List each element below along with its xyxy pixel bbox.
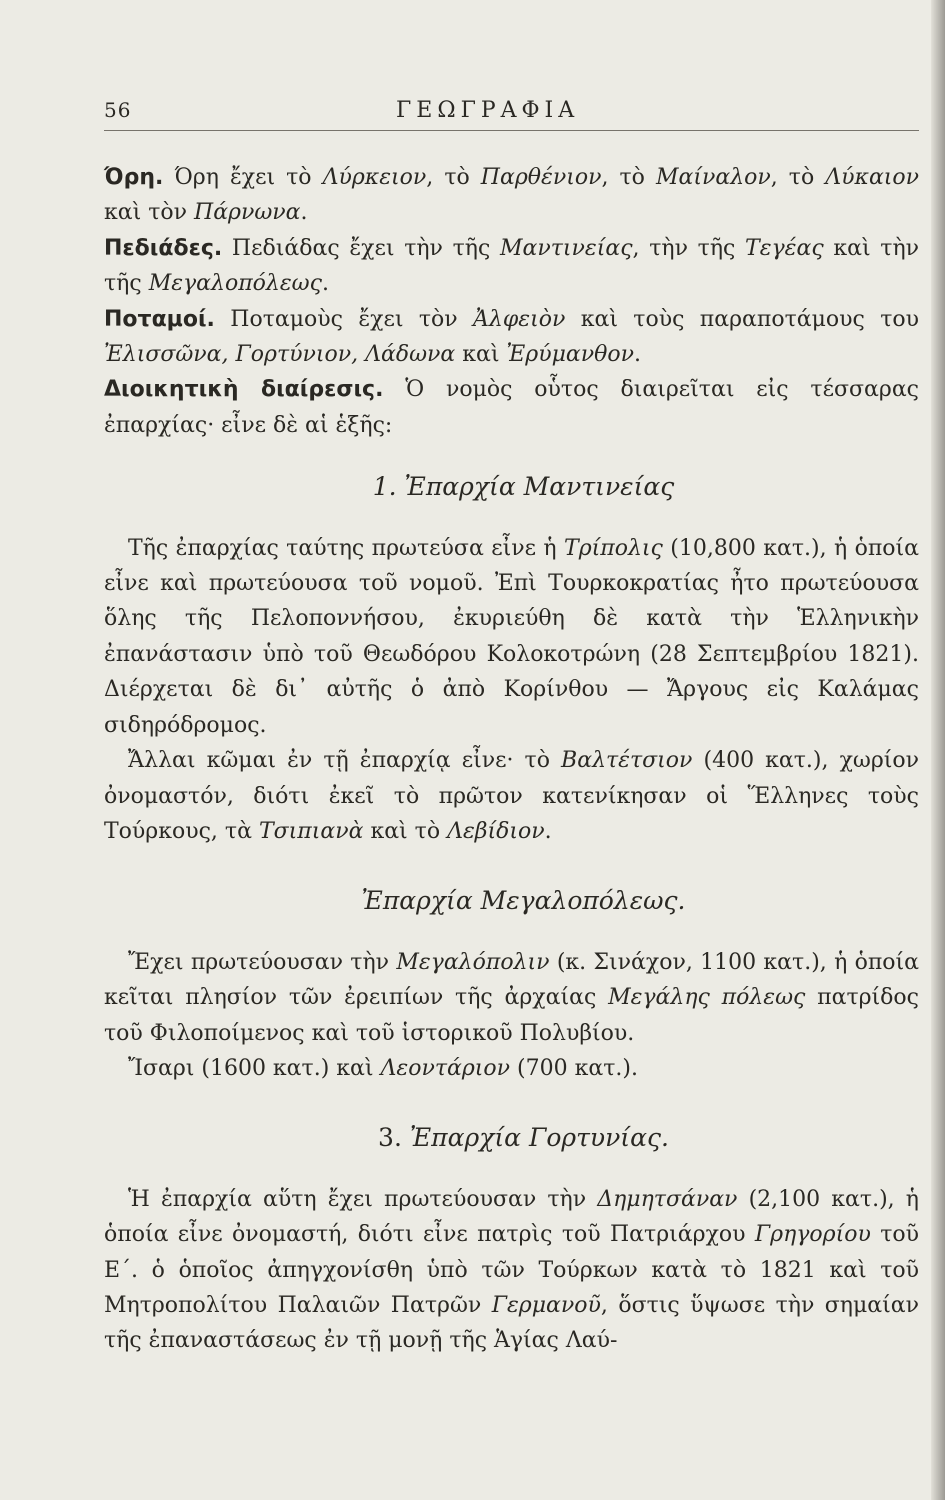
section-number: 3. (378, 1123, 402, 1153)
text-span: (κ. Σινάχον, 1100 κατ.), ἡ ὁποία κεῖται πλησίον τῶν ἐρειπίων τῆς ἀρχαίας (104, 949, 920, 1011)
person-name: Γερμανοῦ (491, 1292, 601, 1318)
place-name: Λύκαιον (825, 165, 920, 190)
text-span: . (633, 342, 641, 368)
text-span: Τῆς ἐπαρχίας ταύτης πρωτεύσα εἶνε ἡ (128, 535, 557, 561)
text-span: (10,800 κατ.), ἡ ὁποία εἶνε καὶ πρωτεύουσα τοῦ νομοῦ. Ἐπὶ Τουρκοκρατίας ἦτο πρωτεύουσα ὅλης τῆς Πελοποννήσου, ἐκυριεύθη δὲ κατὰ τὴν Ἑλληνικὴν ἐπανάστασιν ὑπὸ τοῦ Θεωδόρου Κολοκοτρώνη (28 Σεπτεμβρίου 1821). Διέρχεται δὲ δι᾽ αὐτῆς ὁ ἀπὸ Κορίνθου — Ἄργους εἰς Καλάμας σιδηρόδρομος. (104, 535, 920, 738)
paragraph-other-villages (104, 743, 919, 849)
place-name: Μεγαλοπόλεως (148, 271, 322, 297)
section-title-text: Ἐπαρχία Γορτυνίας. (409, 1123, 669, 1153)
paragraph-potamoi (104, 302, 919, 373)
running-title: ΓΕΩΓΡΑΦΙΑ (396, 98, 580, 123)
text-span: Ἔχει πρωτεύουσαν τὴν (128, 949, 390, 975)
text-span: , τὸ (426, 165, 470, 190)
place-name: Λεοντάριον (380, 1055, 511, 1081)
spacer (104, 1086, 919, 1120)
runin-heading-potamoi: Ποταμοί. (104, 306, 215, 332)
section-title-megalopoli: Ἐπαρχία Μεγαλοπόλεως. (361, 886, 686, 916)
place-name: Δημητσάναν (597, 1186, 738, 1212)
spacer (104, 849, 919, 883)
spacer (104, 919, 919, 945)
header-rule (104, 130, 919, 131)
text-span: τοῦ Ε΄. ὁ ὁποῖος ἀπηγχονίσθη ὑπὸ τῶν Τούρκων κατὰ τὸ 1821 καὶ τοῦ Μητροπολίτου Παλαιῶν Πατρῶν (104, 1222, 920, 1318)
place-name: Βαλτέτσιον (561, 748, 693, 774)
text-span: . (300, 200, 308, 226)
spacer (104, 1156, 919, 1182)
section-title-mantineia: 1. Ἐπαρχία Μαντινείας (372, 472, 675, 502)
text-span: Ἴσαρι (1600 κατ.) καὶ (128, 1055, 374, 1081)
spacer (104, 443, 919, 469)
person-name: Γρηγορίου (754, 1222, 871, 1248)
text-span: . (321, 271, 329, 297)
paragraph-tripolis (104, 531, 919, 743)
text-span: Πεδιάδας ἔχει τὴν τῆς (231, 235, 491, 261)
paragraph-pediades (104, 231, 919, 302)
place-name: Μεγάλης πόλεως (608, 985, 806, 1011)
paragraph-ori (104, 160, 919, 231)
text-span: Ὁ νομὸς οὗτος διαιρεῖται εἰς τέσσαρας ἐπαρχίας· εἶνε δὲ αἱ ἑξῆς: (104, 377, 920, 438)
text-span: πατρίδος τοῦ Φιλοποίμενος καὶ τοῦ ἱστορικοῦ Πολυβίου. (104, 985, 919, 1046)
text-span: Ἄλλαι κῶμαι ἐν τῇ ἐπαρχίᾳ εἶνε· τὸ (128, 748, 550, 774)
paragraph-isari (104, 1051, 919, 1086)
paragraph-megalopoli (104, 945, 919, 1051)
runin-heading-dioikitiki: Διοικητικὴ διαίρεσις. (104, 377, 384, 403)
text-span: καὶ τὴν τῆς (104, 235, 920, 297)
place-name: Τσιπιανὰ (258, 818, 364, 844)
paragraph-dioikitiki (104, 372, 919, 443)
paragraph-dimitsana (104, 1182, 919, 1359)
text-span: καὶ τὸ (370, 818, 441, 844)
text-span: Ποταμοὺς ἔχει τὸν (230, 306, 458, 332)
page-number: 56 (104, 98, 132, 122)
text-span: . (544, 818, 552, 844)
place-name: Λεβίδιον (447, 818, 545, 844)
place-name: Τρίπολις (564, 535, 663, 561)
text-span: καὶ τὸν (104, 200, 188, 226)
place-name: Ἀλφειὸν (473, 306, 566, 332)
text-span: Ἡ ἐπαρχία αὕτη ἔχει πρωτεύουσαν τὴν (128, 1186, 587, 1212)
text-span: , τὴν τῆς (632, 235, 736, 261)
place-name: Παρθένιον (480, 165, 602, 190)
text-span: καὶ τοὺς παραποτάμους του (580, 306, 920, 332)
runin-heading-ori: Όρη. (104, 165, 164, 190)
place-name: Μαίναλον (655, 165, 771, 190)
text-span: (400 κατ.), χωρίον ὀνομαστόν, διότι ἐκεῖ τὸ πρῶτον κατενίκησαν οἱ Ἕλληνες τοὺς Τούρκους, τὰ (104, 748, 920, 844)
spacer (104, 505, 919, 531)
place-name: Μαντινείας (500, 235, 633, 261)
page-edge-shadow (931, 0, 945, 1500)
place-name: Ἐρύμανθον (506, 342, 634, 368)
place-name: Πάρνωνα (194, 200, 301, 226)
text-span: Όρη ἔχει τὸ (174, 165, 312, 190)
text-span: (700 κατ.). (517, 1055, 638, 1081)
text-span: καὶ (462, 342, 500, 368)
place-name: Λύρκειον (322, 165, 427, 190)
page-header (104, 98, 919, 134)
section-title-gortynia (104, 1120, 919, 1155)
place-name: Τεγέας (745, 235, 824, 261)
page-body (104, 160, 919, 1359)
place-name: Ἐλισσῶνα, Γορτύνιον, Λάδωνα (104, 342, 456, 368)
text-span: , τὸ (770, 165, 815, 190)
place-name: Μεγαλόπολιν (396, 949, 550, 975)
text-span: , ὅστις ὕψωσε τὴν σημαίαν τῆς ἐπαναστάσεως ἐν τῇ μονῇ τῆς Ἁγίας Λαύ- (104, 1292, 919, 1354)
runin-heading-pediades: Πεδιάδες. (104, 235, 223, 261)
text-span: , τὸ (601, 165, 645, 190)
text-span: (2,100 κατ.), ἡ ὁποία εἶνε ὀνομαστή, διότι εἶνε πατρὶς τοῦ Πατριάρχου (104, 1186, 919, 1248)
